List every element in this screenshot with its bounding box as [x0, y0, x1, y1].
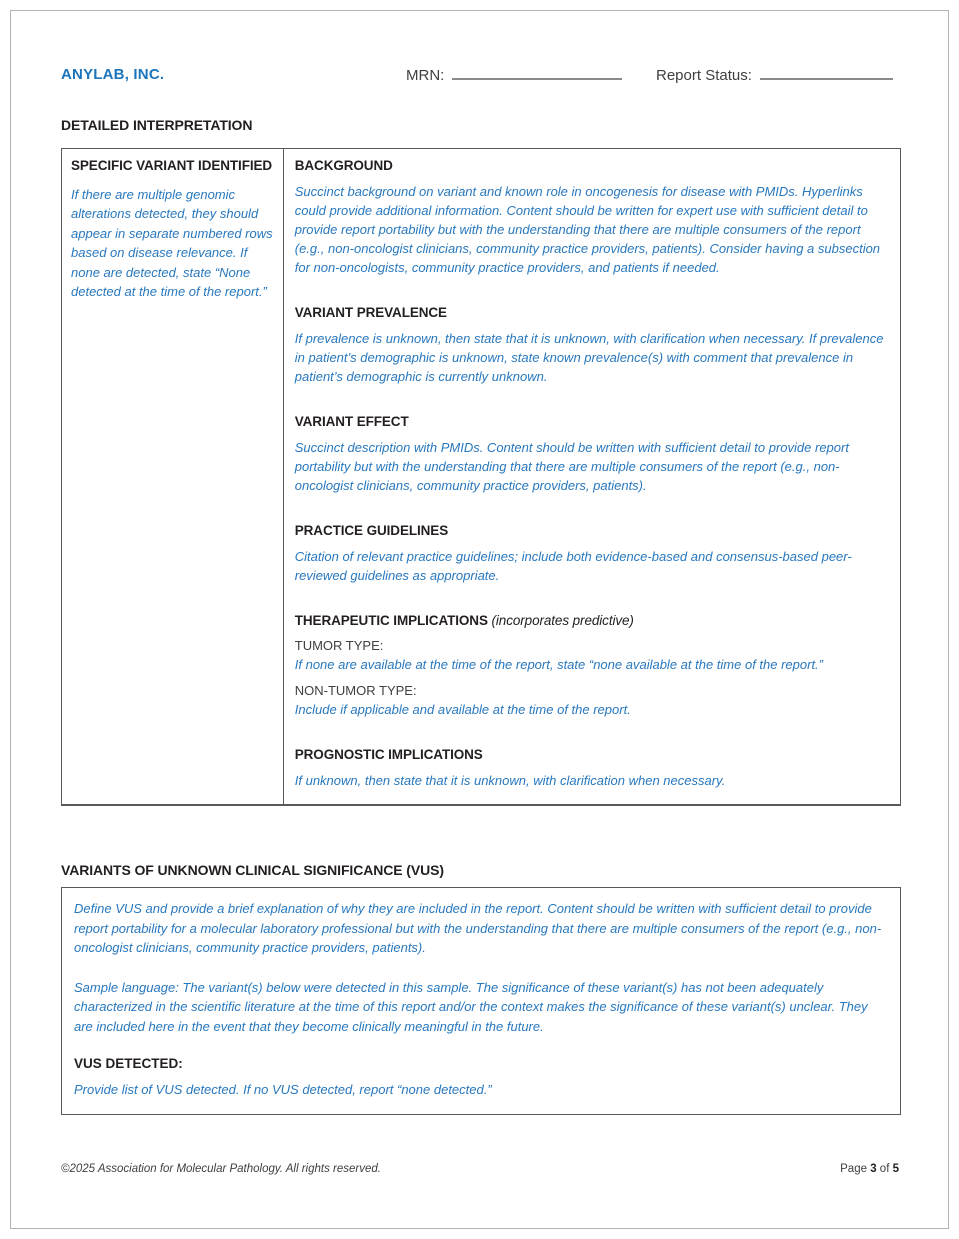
section-body: If prevalence is unknown, then state that it is unknown, with clarification when necessary. If prevalence in patient’s demographic is unknown, state known prevalence(s) with comment that prevalence in patient’s demographic is currently unknown.: [294, 330, 884, 385]
vus-detected-heading: VUS DETECTED:: [74, 1056, 183, 1072]
vus-section-title: VARIANTS OF UNKNOWN CLINICAL SIGNIFICANCE (VUS): [61, 862, 444, 879]
therapeutic-heading-bold: THERAPEUTIC IMPLICATIONS: [294, 612, 488, 628]
non-tumor-type-label: NON-TUMOR TYPE:: [294, 682, 417, 698]
page-header: [61, 66, 899, 90]
spacer: [74, 1036, 888, 1056]
mrn-label: MRN:: [406, 67, 445, 84]
section-therapeutic-implications: [295, 612, 890, 720]
section-variant-effect: [295, 413, 890, 495]
section-variant-prevalence: [295, 304, 890, 386]
report-status-label: Report Status:: [656, 67, 752, 84]
section-body: Citation of relevant practice guidelines; include both evidence-based and consensus-based peer-reviewed guidelines as appropriate.: [294, 548, 852, 583]
section-prognostic-implications: [295, 746, 890, 790]
vus-definition-paragraph: Define VUS and provide a brief explanation of why they are included in the report. Content should be written with sufficient detail to provide report portability for a molecular laboratory professional but with the understanding that there are multiple consumers of the report (e.g., non-oncologist clinicians, community practice providers, patients).: [74, 901, 882, 956]
specific-variant-heading: SPECIFIC VARIANT IDENTIFIED: [71, 158, 273, 173]
specific-variant-cell: [62, 149, 284, 804]
report-status-fill-line[interactable]: [760, 66, 893, 80]
page-footer: [61, 1163, 899, 1175]
lab-brand-name: ANYLAB, INC.: [61, 66, 165, 83]
section-body: Succinct description with PMIDs. Content should be written with sufficient detail to provide report portability but with the understanding that there are multiple consumers of the report (e.g., non-oncologist clinicians, community practice providers, patients).: [294, 439, 849, 493]
page-number: 3: [870, 1163, 877, 1175]
tumor-type-label: TUMOR TYPE:: [294, 637, 384, 653]
mrn-field: [406, 66, 622, 84]
section-heading: PROGNOSTIC IMPLICATIONS: [294, 747, 483, 763]
interpretation-table: [61, 148, 901, 806]
section-heading: [295, 612, 890, 631]
specific-variant-note: If there are multiple genomic alterations detected, they should appear in separate numbered rows based on disease relevance. If none are detected, state “None detected at the time of the report.”: [71, 186, 273, 300]
section-heading: BACKGROUND: [294, 158, 393, 173]
section-heading: PRACTICE GUIDELINES: [294, 523, 449, 539]
of-word: of: [879, 1163, 890, 1175]
section-background: [295, 157, 890, 277]
section-body: Succinct background on variant and known role in oncogenesis for disease with PMIDs. Hyperlinks could provide additional information. Content should be written for expert use with sufficient detail to provide report portability but with the understanding that there are multiple consumers of the report (e.g., non-oncologist clinicians, community practice providers, patients). Consider having a subsection for non-oncologists, community practice providers, and patients if needed.: [294, 183, 881, 276]
mrn-fill-line[interactable]: [452, 66, 622, 80]
page-indicator: [840, 1163, 899, 1175]
interpretation-detail-cell: [284, 149, 900, 804]
non-tumor-type-body: Include if applicable and available at the time of the report.: [294, 702, 631, 718]
page-total: 5: [892, 1163, 899, 1175]
section-body: If unknown, then state that it is unknown, with clarification when necessary.: [294, 773, 726, 789]
vus-detected-body: Provide list of VUS detected. If no VUS detected, report “none detected.”: [74, 1082, 492, 1098]
copyright-text: ©2025 Association for Molecular Pathology. All rights reserved.: [61, 1163, 381, 1175]
section-practice-guidelines: [295, 522, 890, 585]
tumor-type-body: If none are available at the time of the report, state “none available at the time of the report.”: [294, 657, 824, 673]
spacer: [74, 958, 888, 978]
section-heading: VARIANT EFFECT: [294, 414, 409, 430]
report-page: [10, 10, 949, 1229]
therapeutic-heading-suffix: (incorporates predictive): [487, 612, 634, 628]
vus-box: [61, 887, 901, 1115]
page-word: Page: [840, 1163, 867, 1175]
detailed-interpretation-title: DETAILED INTERPRETATION: [61, 117, 253, 133]
report-status-field: [656, 66, 893, 84]
section-heading: VARIANT PREVALENCE: [294, 305, 447, 321]
vus-sample-language-paragraph: Sample language: The variant(s) below were detected in this sample. The significance of these variant(s) has not been adequately characterized in the scientific literature at the time of this report and/or the context makes the significance of these variant(s) unclear. They are included here in the event that they become clinically meaningful in the future.: [74, 979, 868, 1034]
